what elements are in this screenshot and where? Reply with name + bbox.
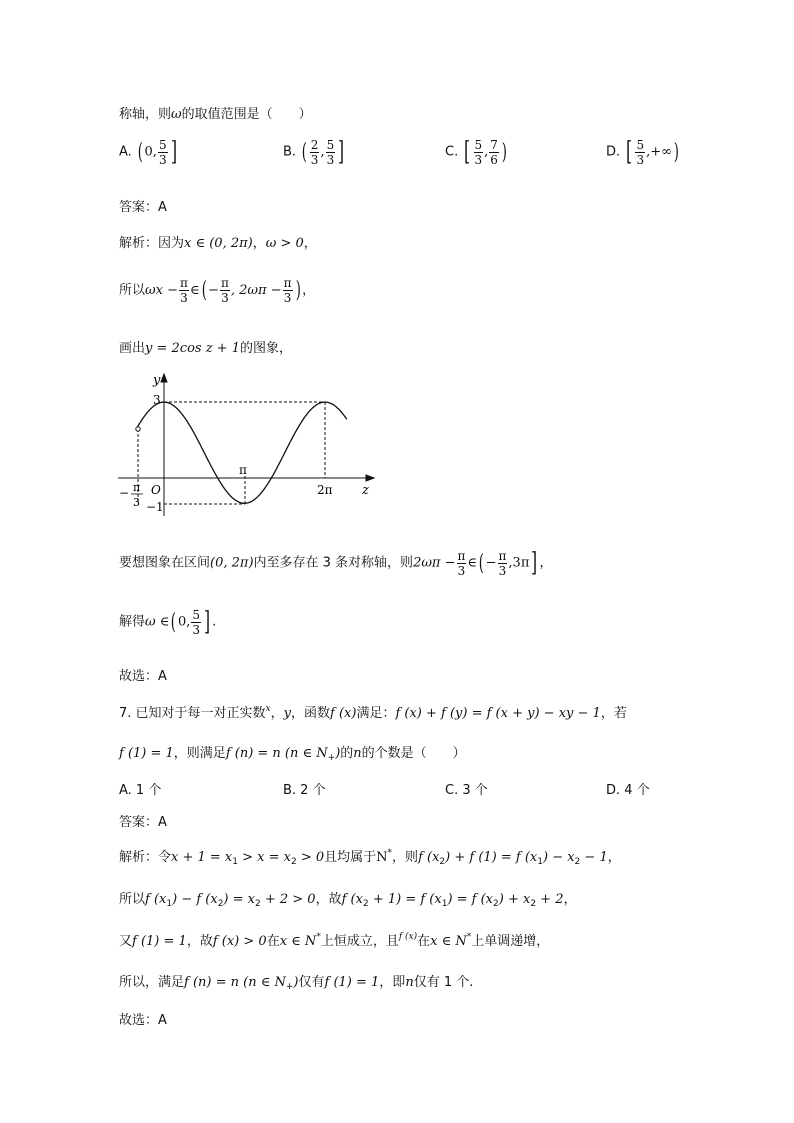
subscript: 2 [290,857,297,867]
math-expr: + 2 > 0 [260,892,316,907]
element-of: ∈ [467,555,478,571]
math-expr: , 2ωπ − [230,283,282,298]
fraction: $\frac{5}{3}$ [192,607,201,637]
comma: ， [302,283,316,298]
q6-explain-line-1 [119,232,317,251]
explain-text: 的图象， [239,341,292,356]
y-axis-arrow [161,374,167,382]
infinity-value: ,+∞ [646,144,672,160]
q6-option-a [119,137,179,167]
math-expr: − 1 [580,850,608,865]
tick-neg-pi-den: 3 [133,496,140,509]
math-expr: > 0 [296,850,325,865]
math-expr: x + 1 = x [171,850,233,865]
q6-option-c: C. [ $\frac{5}{3}$ , $\frac{7}{6}$ ) [445,137,507,167]
explain-text: 仅有 1 个. [413,975,474,990]
tick-neg-sign: − [119,486,130,500]
math-expr: ) − x [542,850,575,865]
comma: ， [303,236,317,251]
z-axis-arrow [366,475,374,481]
omega-symbol: ω [171,107,182,122]
paren-open: ( [201,278,207,303]
paren-open: ( [171,609,177,635]
q7-option-c: C. 3 个 [445,783,488,798]
q6-choose: 故选：A [119,669,167,684]
math-expr: + 2 [536,892,564,907]
cosine-graph [112,370,382,520]
bracket-close: ] [531,548,538,578]
paren-close: ) [501,139,507,165]
math-expr: f (x) > 0 [212,934,267,949]
tick-pi: π [239,463,247,477]
math-expr: + 1) = f (x [368,892,442,907]
denominator: 3 [158,152,167,167]
q7-line-1 [119,702,627,721]
bracket-open: [ [464,137,471,167]
set-N: N [376,850,388,865]
math-expr: f (1) = 1 [132,934,187,949]
math-expr: ) [335,746,341,761]
explain-text: 又 [119,934,133,949]
option-label: C. [445,144,459,160]
q7-explain-line-1: 解析：令$x + 1 = x_1 > x = x_2 > 0$且均属于N*，则f $(x_2) + f$ (1) = f $(x_1) - x_2 - 1$， [119,848,621,867]
stem-text: 称轴，则 [119,107,172,122]
math-expr: ωx − [145,283,178,298]
var-n: n [405,975,414,990]
fraction [489,138,499,167]
explain-text: 所以，满足 [119,975,185,990]
period: . [212,614,217,630]
q7-text: ，则满足 [173,746,226,761]
math-expr: y = 2cos z + 1 [145,341,240,356]
comma: ， [563,892,577,907]
q6-explain-line-3 [119,337,292,356]
q6-explain-line-4 [119,548,553,578]
comma: ， [270,706,284,721]
math-expr: f (1) = 1 [119,746,174,761]
q7-text: 的个数是（ ） [361,746,466,761]
q6-answer: 答案：A [119,200,167,215]
q7-text: 的 [340,746,354,761]
q7-explain-line-2: 所以f $(x_1) - f$ $(x_2) = x_2 + 2 > 0$，故f $(x_2 + 1) = f$ $(x_1) = f$ $(x_2) + x_2 + 2$， [119,892,577,909]
fraction: $\frac{\pi}{3}$ [498,548,507,578]
fraction: $\frac{\pi}{3}$ [283,276,292,305]
denominator: 6 [490,152,498,167]
denominator: 3 [180,291,188,305]
paren-close: ) [295,278,301,303]
q7-text: 7. 已知对于每一对正实数 [119,706,266,721]
math-expr: f (x [418,850,440,865]
fraction [474,138,484,167]
explain-text: 所以 [119,283,146,298]
fraction [326,138,336,167]
y-axis-label: y [153,373,161,388]
math-expr: f (x) [330,706,357,721]
math-expr: 2ωπ − [413,555,456,571]
explain-text: ，则 [392,850,419,865]
math-expr: 0, [177,614,191,630]
fraction: $\frac{\pi}{3}$ [221,276,229,305]
q7-explain-line-3: 又f (1) = 1，故f (x) > 0在x ∈ N*上恒成立，且$^{f (x)}$在x ∈ N*上单调递增， [119,932,550,949]
numerator: π [179,276,188,290]
explain-text: 内至多存在 3 条对称轴，则 [253,555,414,571]
paren-open: ( [137,139,143,165]
math-expr: f (x [341,892,363,907]
tick-2pi: 2π [317,483,333,497]
explain-text: 在 [417,934,431,949]
math-expr: x ∈ N [430,934,467,949]
option-value: 0, [144,144,157,160]
numerator: 5 [326,137,335,152]
math-expr: x ∈ N [279,934,317,949]
math-expr: ω ∈ [145,614,170,630]
q7-option-d: D. 4 个 [606,783,650,798]
math-expr: ) + x [498,892,531,907]
explain-text: ，故 [186,934,213,949]
bracket-close: ] [338,137,345,167]
q7-text: ，函数 [291,706,331,721]
z-axis-label: z [362,483,369,498]
explain-text: 解析：令 [119,850,172,865]
q7-choose: 故选：A [119,1013,167,1028]
math-expr: f (n) = n (n ∈ N [184,975,286,990]
fraction [310,138,320,167]
numerator: 7 [490,137,498,152]
minus: − [208,283,219,298]
denominator: 3 [326,152,335,167]
math-expr: ) + f (1) = f (x [445,850,538,865]
explain-text: 仅有 [298,975,325,990]
paren-close: ) [673,139,679,165]
var-n: n [353,746,362,761]
math-expr: (0, 2π) [210,555,254,571]
explain-text: 上恒成立，且 [320,934,399,949]
tick-minus-1: −1 [146,500,164,514]
math-expr: ) = f (x [447,892,494,907]
var-y: y [283,706,291,721]
comma: ， [539,555,553,571]
numerator: 2 [310,137,319,152]
subscript: + [327,753,336,763]
var-x: x [265,704,271,714]
q6-stem-tail [119,103,312,122]
math-expr: > x = x [238,850,291,865]
q7-option-a: A. 1 个 [119,783,162,798]
explain-text: ，故 [315,892,342,907]
numerator: 5 [474,137,483,152]
explain-text: 解得 [119,614,146,630]
q7-option-b: B. 2 个 [283,783,326,798]
math-expr: ) − f (x [172,892,218,907]
tick-neg-pi-num: π [133,481,141,494]
math-expr: f (n) = n (n ∈ N [225,746,328,761]
math-expr: f (x [145,892,167,907]
math-expr: f (1) = 1 [324,975,380,990]
bracket-close: ] [170,137,177,167]
q6-explain-line-2 [119,276,315,305]
denominator: 3 [474,152,483,167]
bracket-open: [ [626,137,633,167]
paren-open: ( [301,139,308,165]
q7-text: ，若 [600,706,627,721]
q7-line-2 [119,742,466,763]
denominator: 3 [310,152,319,167]
stem-text-end: 的取值范围是（ ） [181,107,312,122]
explain-text: 上单调递增， [471,934,550,949]
explain-text: 要想图象在区间 [119,555,211,571]
q7-text: 满足： [356,706,396,721]
explain-text: 在 [266,934,280,949]
explain-text: 且均属于 [324,850,377,865]
open-point [136,427,140,431]
subscript: 1 [232,857,238,867]
numerator: 5 [636,137,645,152]
math-expr: ω > 0 [265,236,304,251]
math-expr: ) [293,975,299,990]
fraction [158,138,168,167]
comma: ， [252,236,266,251]
option-label: A. [119,144,132,160]
math-expr: f (x) [398,932,418,942]
math-expr: ) = x [223,892,255,907]
explain-text: 解析：因为 [119,236,185,251]
math-expr: x ∈ (0, 2π) [184,236,253,251]
bracket-close: ] [204,607,211,637]
q7-answer: 答案：A [119,815,167,830]
q6-option-d [606,137,681,167]
functional-equation: f (x) + f (y) = f (x + y) − xy − 1 [395,706,601,721]
origin-label: O [151,483,161,497]
explain-text: 画出 [119,341,146,356]
explain-text: 所以 [119,892,146,907]
minus: − [485,555,497,571]
q6-option-b: B. ( $\frac{2}{3}$ , $\frac{5}{3}$ ] [283,137,345,167]
fraction: $\frac{\pi}{3}$ [457,548,466,578]
element-of: ∈ [189,283,200,298]
numerator: 5 [158,137,167,152]
fraction [635,138,645,167]
option-label: B. [283,144,297,160]
comma: ， [607,850,621,865]
q6-explain-line-5 [119,607,216,637]
option-label: D. [606,144,621,160]
cosine-curve [137,402,347,503]
superscript: * [387,848,393,858]
tick-3: 3 [153,393,161,407]
fraction [179,276,189,305]
denominator: 3 [636,152,645,167]
paren-open: ( [478,550,484,576]
q7-explain-line-4: 所以，满足f (n) = n (n ∈ $N_+$)仅有f (1) = 1，即n仅有 1 个. [119,975,474,992]
math-expr: ,3π [508,555,530,571]
explain-text: ，即 [379,975,406,990]
